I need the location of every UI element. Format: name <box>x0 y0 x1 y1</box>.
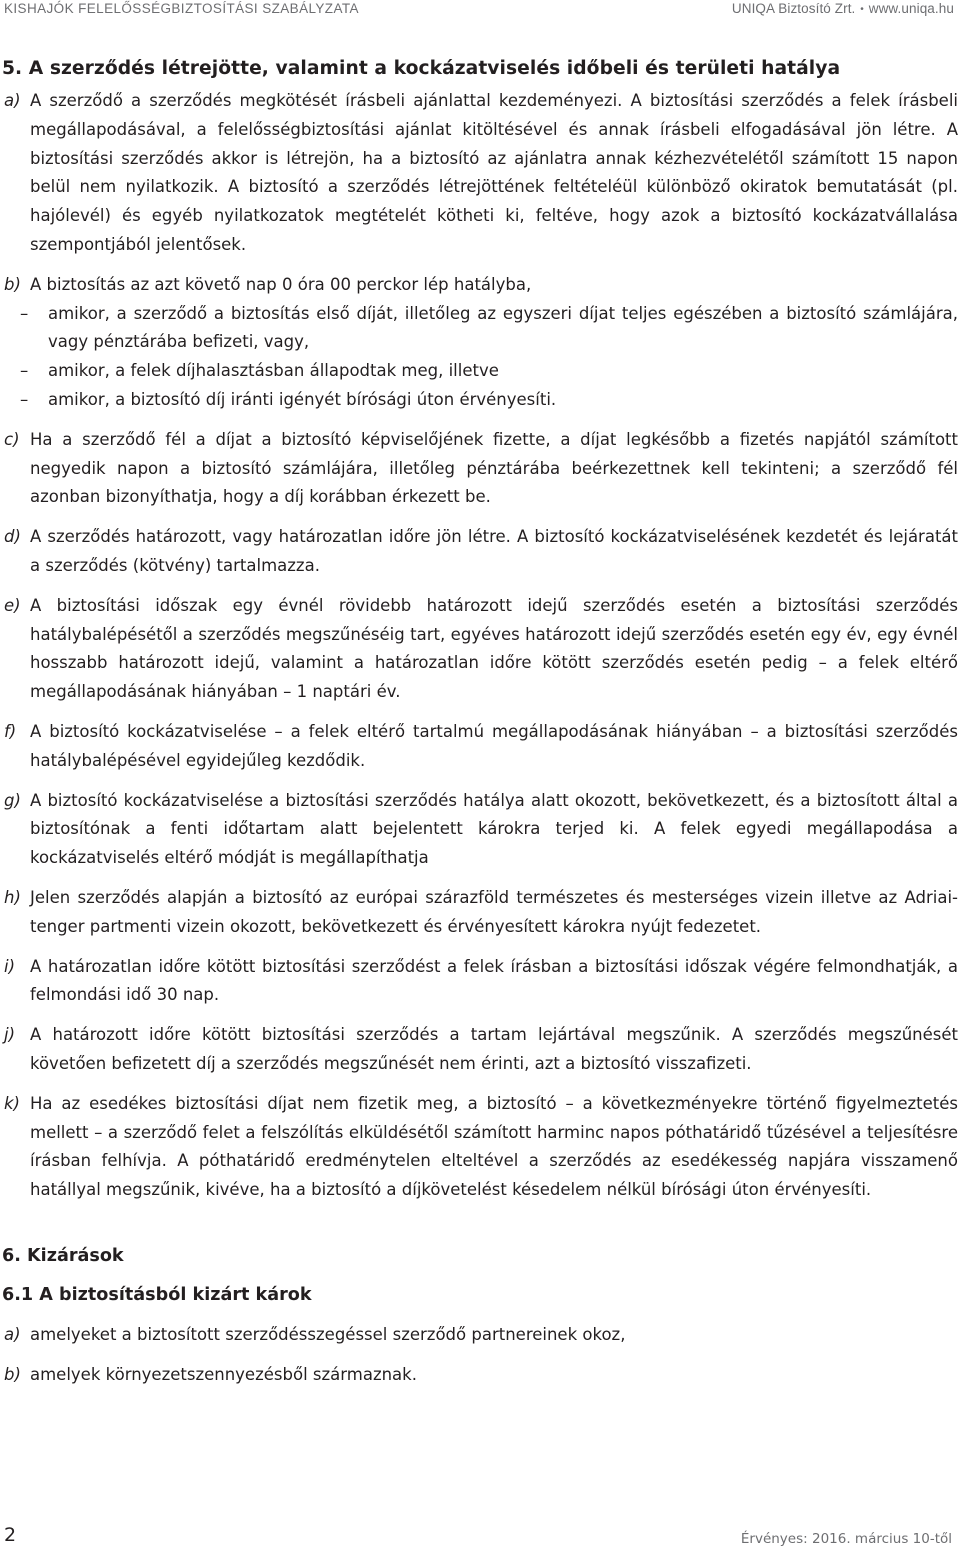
clause-marker: i) <box>4 956 16 976</box>
clause-5a <box>2 87 958 260</box>
section-6-1-heading: 6.1 A biztosításból kizárt károk <box>2 1284 312 1305</box>
clause-text: A szerződés határozott, vagy határozatlan időre jön létre. A biztosító kockázatviselésének kezdetét és lejáratát a szerződés (kötvény) tartalmazza. <box>30 527 958 575</box>
website-link[interactable]: www.uniqa.hu <box>868 1 954 16</box>
clause-marker: e) <box>4 595 21 615</box>
section-5-heading: 5. A szerződés létrejötte, valamint a kockázatviselés időbeli és területi hatálya <box>2 58 841 79</box>
clause-6-1b <box>2 1361 958 1390</box>
page-footer <box>0 1520 960 1558</box>
dash-bullet: – <box>20 389 29 409</box>
clause-5g <box>2 787 958 873</box>
document-body <box>2 56 958 1389</box>
clause-text: A határozott időre kötött biztosítási szerződés a tartam lejártával megszűnik. A szerződés megszűnését követően befizetett díj a szerződés megszűnését nem érinti, azt a biztosító visszafizeti. <box>30 1025 958 1073</box>
clause-5i <box>2 953 958 1011</box>
clause-5f <box>2 718 958 776</box>
clause-marker: a) <box>4 91 21 110</box>
clause-5h <box>2 884 958 942</box>
company-name: UNIQA Biztosító Zrt. <box>731 1 856 16</box>
clause-5d <box>2 523 958 581</box>
clause-text: A biztosító kockázatviselése a biztosítási szerződés hatálya alatt okozott, bekövetkezett, és a biztosított által a biztosítónak a fenti időtartam alatt bejelentett károkra terjed ki. A felek egyedi megállapodása a kockázatviselés eltérő módját is megállapíthatja <box>30 790 958 868</box>
clause-marker: g) <box>4 790 21 810</box>
clause-marker: k) <box>4 1093 20 1113</box>
header-company-info <box>732 1 954 16</box>
clause-text: A határozatlan időre kötött biztosítási szerződést a felek írásban a biztosítási időszak végére felmondhatják, a felmondási idő 30 nap. <box>30 956 958 1005</box>
dash-bullet: – <box>20 361 29 381</box>
bullet-separator: • <box>860 4 864 15</box>
dash-list-item: – amikor, a szerződő a biztosítás első díját, illetőleg az egyszeri díjat teljes egészében a biztosító számlájára, vagy pénztárába befizeti, vagy, <box>2 300 958 358</box>
clause-text: amelyek környezetszennyezésből származnak. <box>30 1364 417 1384</box>
page-number: 2 <box>4 1524 17 1546</box>
dash-list-item: – amikor, a felek díjhalasztásban állapodtak meg, illetve <box>2 357 958 386</box>
clause-5e <box>2 592 958 707</box>
clause-marker: c) <box>4 429 20 449</box>
clause-text: A biztosítás az azt követő nap 0 óra 00 perckor lép hatályba, <box>30 274 532 294</box>
dash-list <box>2 300 958 415</box>
clause-text: Ha a szerződő fél a díjat a biztosító képviselőjének fizette, a díjat legkésőbb a fizetés napjától számított negyedik napon a biztosító számlájára, illetőleg pénztárába beérkezettnek kell tekinteni; a szerződő fél azonban bizonyíthatja, hogy a díj korábban érkezett be. <box>30 429 958 507</box>
clause-text: A biztosítási időszak egy évnél rövidebb határozott idejű szerződés esetén a biztosítási szerződés hatálybalépésétől a szerződés megszűnéséig tart, egyéves határozott idejű szerződés esetén egy év, egy évnél hosszabb határozott idejű, valamint a határozatlan időre kötött szerződés esetén pedig – a felek eltérő megállapodásának hiányában – 1 naptári év. <box>30 595 958 702</box>
clause-marker: f) <box>4 721 17 741</box>
page-header <box>0 0 960 22</box>
validity-date: Érvényes: 2016. március 10-től <box>740 1531 952 1547</box>
section-6-heading: 6. Kizárások <box>2 1245 124 1266</box>
clause-marker: j) <box>4 1025 16 1045</box>
clause-marker: h) <box>4 887 21 907</box>
clause-marker: b) <box>4 274 21 294</box>
clause-5c <box>2 426 958 512</box>
clause-text: Ha az esedékes biztosítási díjat nem fizetik meg, a biztosító – a következményekre történő figyelmeztetés mellett – a szerződő felet a felszólítás elküldésétől számított harminc napos póthatáridő tűzésével a teljesítésre írásban felhívja. A póthatáridő eredménytelen elteltével a szerződés az esedékesség napjára visszamenő hatállyal megszűnik, kivéve, ha a biztosító a díjkövetelést késedelem nélkül bírósági úton érvényesíti. <box>30 1093 958 1200</box>
clause-marker: a) <box>4 1324 21 1344</box>
clause-text: amelyeket a biztosított szerződésszegéssel szerződő partnereinek okoz, <box>30 1324 626 1344</box>
clause-5j <box>2 1021 958 1079</box>
dash-bullet: – <box>20 303 29 323</box>
clause-text: A szerződő a szerződés megkötését írásbeli ajánlattal kezdeményezi. A biztosítási szerződés a felek írásbeli megállapodásával, a felelősségbiztosítási ajánlat kitöltésével és annak írásbeli elfogadásával jön létre. A biztosítási szerződés akkor is létrejön, ha a biztosító az ajánlatra annak kézhezvételétől számított 15 napon belül nem nyilatkozik. A biztosító a szerződés létrejöttének feltételéül különböző okiratok bemutatását (pl. hajólevél) és egyéb nyilatkozatok megtételét kötheti ki, feltéve, hogy azok a biztosító kockázatvállalása szempontjából jelentősek. <box>30 91 958 254</box>
clause-5k <box>2 1090 958 1205</box>
clause-text: Jelen szerződés alapján a biztosító az európai szárazföld természetes és mesterséges vizein illetve az Adriai-tenger partmenti vizein okozott, bekövetkezett és érvényesített károkra nyújt fedezetet. <box>30 887 958 936</box>
clause-text: A biztosító kockázatviselése – a felek eltérő tartalmú megállapodásának hiányában – a biztosítási szerződés hatálybalépésével egyidejűleg kezdődik. <box>30 721 958 770</box>
document-title: KISHAJÓK FELELŐSSÉGBIZTOSÍTÁSI SZABÁLYZATA <box>4 1 359 16</box>
clause-marker: b) <box>4 1364 21 1384</box>
dash-list-item: – amikor, a biztosító díj iránti igényét bírósági úton érvényesíti. <box>2 386 958 415</box>
clause-6-1a <box>2 1321 958 1350</box>
clause-marker: d) <box>4 527 21 547</box>
clause-5b <box>2 271 958 415</box>
